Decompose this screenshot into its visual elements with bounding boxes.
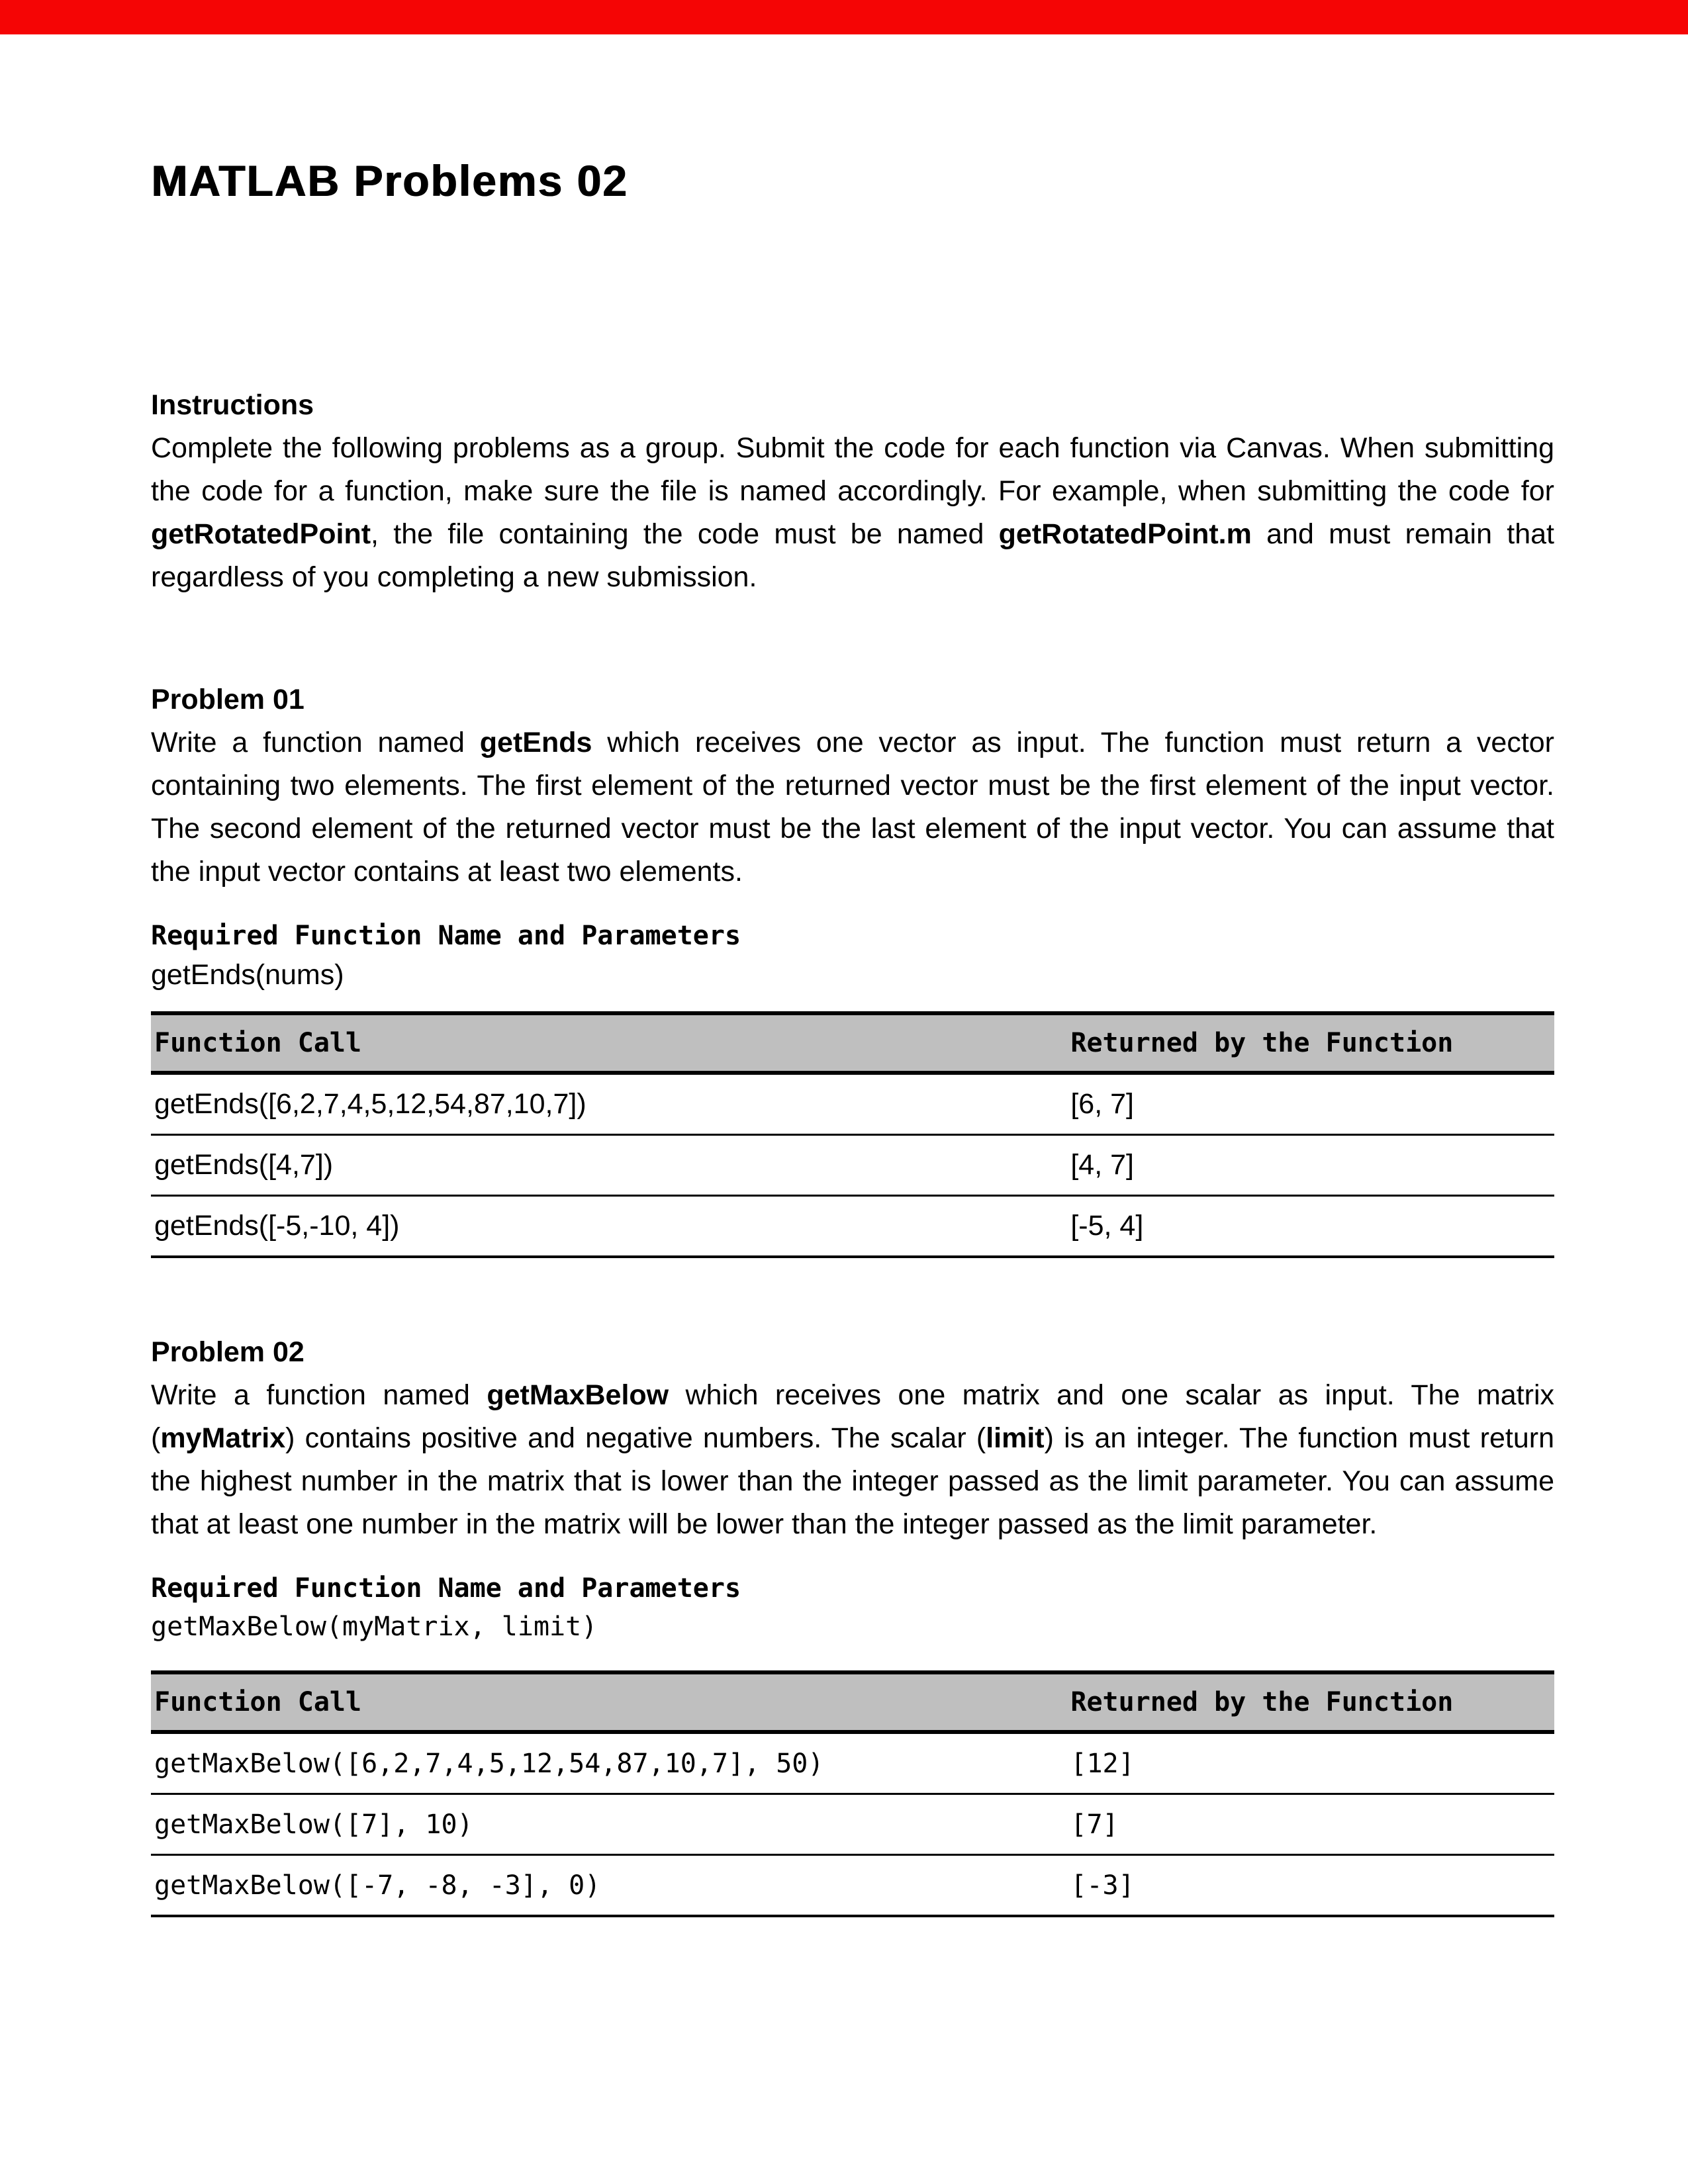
text-segment-bold: limit — [986, 1422, 1045, 1454]
text-segment: Write a function named — [151, 1379, 487, 1411]
function-signature: getEnds(nums) — [151, 959, 344, 991]
instructions-heading: Instructions — [151, 389, 314, 421]
table-row — [151, 1196, 1554, 1257]
text-segment-bold: getMaxBelow — [487, 1379, 669, 1411]
text-segment: , the file containing the code must be named — [371, 518, 999, 550]
required-function-heading: Required Function Name and Parameters — [151, 1573, 741, 1604]
function-call-cell: getEnds([6,2,7,4,5,12,54,87,10,7]) — [151, 1073, 1067, 1135]
text-segment: ) contains positive and negative numbers. The scalar ( — [285, 1422, 986, 1454]
text-segment: Complete the following problems as a group. Submit the code for each function via Canvas. When submitting the code for a function, make sure the file is named accordingly. For example, when submitting the code for — [151, 432, 1554, 507]
document-content — [151, 0, 1554, 1917]
table-header-returned: Returned by the Function — [1067, 1013, 1554, 1073]
function-call-cell: getEnds([4,7]) — [151, 1135, 1067, 1196]
text-segment: Write a function named — [151, 727, 480, 758]
problem-01-paragraph — [151, 721, 1554, 893]
function-call-cell: getMaxBelow([-7, -8, -3], 0) — [151, 1855, 1067, 1917]
function-signature: getMaxBelow(myMatrix, limit) — [151, 1612, 598, 1642]
problem-02-examples-table — [151, 1670, 1554, 1917]
text-segment-bold: getRotatedPoint — [151, 518, 371, 550]
returned-value-cell: [4, 7] — [1067, 1135, 1554, 1196]
function-call-cell: getMaxBelow([6,2,7,4,5,12,54,87,10,7], 50) — [151, 1732, 1067, 1794]
returned-value-cell: [12] — [1067, 1732, 1554, 1794]
problem-01-examples-table — [151, 1011, 1554, 1258]
text-segment: ) is an integer. The function must return the highest number in the matrix that is lower than the integer passed as the limit parameter. You can assume that at least one number in the matrix will be lower than the integer passed as the limit parameter. — [151, 1422, 1554, 1540]
page-title: MATLAB Problems 02 — [151, 156, 628, 205]
returned-value-cell: [-3] — [1067, 1855, 1554, 1917]
problem-02-paragraph — [151, 1374, 1554, 1546]
function-call-cell: getEnds([-5,-10, 4]) — [151, 1196, 1067, 1257]
table-row — [151, 1855, 1554, 1917]
table-header-row — [151, 1013, 1554, 1073]
table-row — [151, 1794, 1554, 1855]
text-segment: which receives one vector as input. The function must return a vector containing two elements. The first element of the returned vector must be the first element of the input vector. The second element of the returned vector must be the last element of the input vector. You can assume that the input vector contains at least two elements. — [151, 727, 1554, 887]
instructions-paragraph — [151, 427, 1554, 599]
text-segment: which receives one matrix and one scalar as input. The matrix ( — [151, 1379, 1555, 1454]
problem-02-heading: Problem 02 — [151, 1336, 305, 1368]
problem-01-heading: Problem 01 — [151, 684, 305, 715]
table-header-function-call: Function Call — [151, 1672, 1067, 1732]
table-header-returned: Returned by the Function — [1067, 1672, 1554, 1732]
table-header-row — [151, 1672, 1554, 1732]
text-segment-bold: myMatrix — [160, 1422, 286, 1454]
returned-value-cell: [6, 7] — [1067, 1073, 1554, 1135]
required-function-heading: Required Function Name and Parameters — [151, 921, 741, 951]
table-row — [151, 1135, 1554, 1196]
returned-value-cell: [7] — [1067, 1794, 1554, 1855]
table-header-function-call: Function Call — [151, 1013, 1067, 1073]
text-segment: and must remain that regardless of you completing a new submission. — [151, 518, 1554, 593]
text-segment-bold: getRotatedPoint.m — [998, 518, 1252, 550]
table-row — [151, 1732, 1554, 1794]
table-row — [151, 1073, 1554, 1135]
text-segment-bold: getEnds — [479, 727, 592, 758]
function-call-cell: getMaxBelow([7], 10) — [151, 1794, 1067, 1855]
returned-value-cell: [-5, 4] — [1067, 1196, 1554, 1257]
